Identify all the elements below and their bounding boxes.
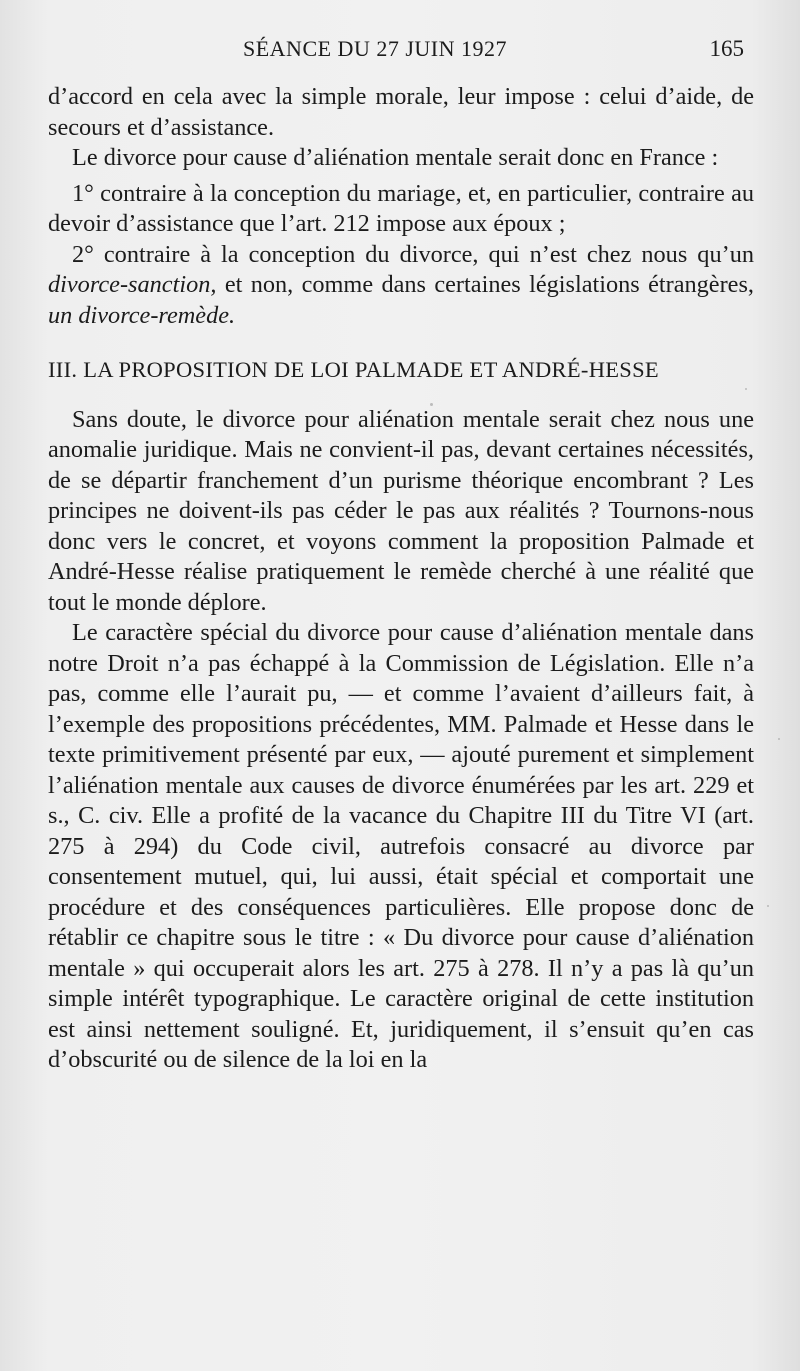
list-item-2-text-a: 2° contraire à la conception du divorce, qui n’est chez nous qu’un xyxy=(72,240,754,268)
paragraph-conclusion-intro: Le divorce pour cause d’aliénation mentale serait donc en France : xyxy=(72,144,719,171)
list-item-1: 1° contraire à la conception du mariage, et, en particulier, contraire au devoir d’assistance que l’art. 212 impose aux époux ; xyxy=(48,179,754,237)
page-number: 165 xyxy=(709,36,744,61)
paragraph-continuation: d’accord en cela avec la simple morale, leur impose : celui d’aide, de secours et d’assistance. xyxy=(48,83,754,141)
scan-speck xyxy=(430,403,433,406)
paragraph-sans-doute: Sans doute, le divorce pour aliénation mentale serait chez nous une anomalie juridique. Mais ne convient-il pas, devant certaines nécessités, de se départir franchement d’un purisme théorique encombrant ? Les principes ne doivent-ils pas céder le pas aux réalités ? Tournons-nous donc vers le concret, et voyons comment la proposition Palmade et André-Hesse réalise pratiquement le remède cherché à une réalité que tout le monde déplore. xyxy=(48,405,754,616)
list-item-2-italic-a: divorce-sanction, xyxy=(48,271,217,298)
list-item-2 xyxy=(48,240,754,332)
list-item-2-text-b: et non, comme dans certaines législations étrangères, xyxy=(216,271,754,298)
page-body xyxy=(48,82,754,1076)
section-heading: III. LA PROPOSITION DE LOI PALMADE ET ANDRÉ-HESSE xyxy=(48,357,659,382)
page-header xyxy=(0,36,800,66)
scan-speck xyxy=(745,388,747,390)
scan-speck xyxy=(767,905,769,907)
list-item-2-italic-b: un divorce-remède. xyxy=(48,301,236,329)
scan-speck xyxy=(778,738,780,740)
paragraph-caractere-special: Le caractère spécial du divorce pour cause d’aliénation mentale dans notre Droit n’a pas échappé à la Commission de Législation. Elle n’a pas, comme elle l’aurait pu, — et comme l’avaient d’ailleurs fait, à l’exemple des propositions précédentes, MM. Palmade et Hesse dans le texte primitivement présenté par eux, — ajouté purement et simplement l’aliénation mentale aux causes de divorce énumérées par les art. 229 et s., C. civ. Elle a profité de la vacance du Chapitre III du Titre VI (art. 275 à 294) du Code civil, autrefois consacré au divorce par consentement mutuel, qui, lui aussi, était spécial et comportait une procédure et des conséquences particulières. Elle propose donc de rétablir ce chapitre sous le titre : « Du divorce pour cause d’aliénation mentale » qui occuperait alors les art. 275 à 278. Il n’y a pas là qu’un simple intérêt typographique. Le caractère original de cette institution est ainsi nettement souligné. Et, juridiquement, il s’ensuit qu’en cas d’obscurité ou de silence de la loi en la xyxy=(48,619,754,1073)
running-head: SÉANCE DU 27 JUIN 1927 xyxy=(243,36,507,61)
